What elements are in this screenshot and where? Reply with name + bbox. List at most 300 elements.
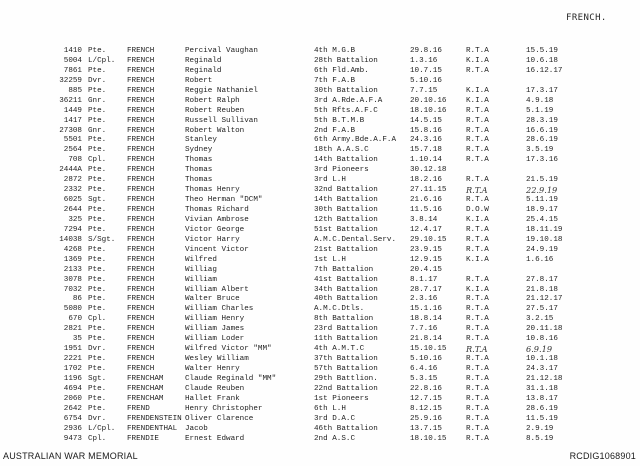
surname: FRENCH — [127, 335, 155, 344]
surname: FRENCH — [127, 176, 155, 185]
enlistment-date: 8.12.15 — [410, 404, 442, 413]
unit: 28th Battalion — [314, 56, 378, 65]
given-names: Percival Vaughan — [185, 47, 258, 55]
surname: FRENCH — [127, 76, 155, 85]
given-names: Williag — [185, 265, 217, 274]
service-number: 9473 — [63, 434, 82, 443]
roll-entry — [42, 276, 632, 286]
fate: R.T.A — [466, 176, 489, 185]
enlistment-date: 1.10.14 — [410, 156, 442, 165]
given-names: Victor Harry — [185, 235, 240, 244]
rank: Dvr. — [88, 345, 107, 354]
given-names: Walter Bruce — [185, 295, 240, 304]
given-names: Victor George — [185, 225, 245, 234]
enlistment-date: 28.7.17 — [410, 285, 442, 294]
surname: FRENCH — [127, 235, 155, 244]
archive-credit: AUSTRALIAN WAR MEMORIAL — [3, 451, 138, 461]
fate-date: 28.6.19 — [526, 404, 558, 413]
enlistment-date: 7.7.15 — [410, 86, 438, 95]
given-names: William Loder — [185, 335, 245, 344]
fate-date: 13.8.17 — [526, 394, 558, 403]
fate-date: 19.10.18 — [526, 235, 563, 244]
given-names: Robert Ralph — [185, 96, 240, 105]
roll-entry — [42, 186, 632, 196]
fate: K.I.A — [466, 255, 489, 264]
surname: FRENCH — [127, 255, 155, 264]
fate-date: 27.5.17 — [526, 305, 558, 314]
fate-date: 18.9.17 — [526, 206, 558, 214]
given-names: William Albert — [185, 285, 249, 294]
unit: 23rd Battalion — [314, 325, 378, 334]
unit: 1st Pioneers — [314, 394, 369, 403]
given-names: Oliver Clarence — [185, 414, 254, 423]
fate-date: 6.9.19 — [526, 344, 553, 355]
surname: FRENCH — [127, 56, 155, 65]
rank: Gnr. — [88, 96, 107, 105]
nominal-roll-list — [42, 47, 632, 445]
roll-entry — [42, 166, 632, 176]
roll-entry — [42, 236, 632, 246]
given-names: Wilfred Victor "MM" — [185, 345, 272, 354]
surname: FRENCH — [127, 365, 155, 373]
roll-entry — [42, 286, 632, 296]
surname: FRENCH — [127, 275, 155, 284]
fate-date: 21.12.17 — [526, 295, 563, 304]
unit: 12th Battalion — [314, 215, 378, 224]
fate: R.T.A — [466, 275, 489, 284]
service-number: 2060 — [63, 394, 82, 403]
enlistment-date: 7.7.16 — [410, 325, 438, 334]
given-names: Reginald — [185, 56, 222, 65]
unit: 41st Battalion — [314, 275, 378, 284]
roll-entry — [42, 146, 632, 156]
surname: FRENCH — [127, 225, 155, 234]
surname: FRENCHAM — [127, 374, 164, 383]
enlistment-date: 5.3.15 — [410, 374, 438, 383]
given-names: Thomas — [185, 156, 213, 165]
fate: R.T.A — [466, 66, 489, 75]
enlistment-date: 18.8.14 — [410, 315, 442, 324]
surname: FRENCH — [127, 265, 155, 274]
roll-entry — [42, 365, 632, 375]
surname: FRENCH — [127, 126, 155, 135]
unit: 8th Battalion — [314, 315, 374, 324]
roll-entry — [42, 206, 632, 216]
surname: FRENDIE — [127, 434, 159, 443]
service-number: 325 — [68, 215, 82, 224]
given-names: Walter Henry — [185, 365, 240, 373]
rank: Pte. — [88, 176, 107, 185]
unit: 11th Battalion — [314, 335, 378, 344]
fate-date: 31.1.18 — [526, 384, 558, 393]
surname: FRENCH — [127, 47, 155, 55]
fate-date: 17.3.17 — [526, 86, 558, 95]
fate-date: 8.5.19 — [526, 434, 554, 443]
service-number: 1410 — [63, 47, 82, 55]
given-names: Robert Walton — [185, 126, 245, 135]
surname: FRENCH — [127, 285, 155, 294]
service-number: 27308 — [59, 126, 82, 135]
unit: 29th Battlion. — [314, 374, 378, 383]
fate: K.I.A — [466, 96, 489, 105]
rank: Cpl. — [88, 156, 107, 165]
given-names: Sydney — [185, 146, 213, 155]
rank: S/Sgt. — [88, 235, 116, 244]
given-names: Claude Reginald "MM" — [185, 374, 277, 383]
rank: Dvr. — [88, 414, 107, 423]
roll-entry — [42, 425, 632, 435]
service-number: 1449 — [63, 106, 82, 115]
fate: R.T.A — [466, 424, 489, 433]
roll-entry — [42, 435, 632, 445]
fate: K.I.A — [466, 215, 489, 224]
fate-date: 10.1.18 — [526, 355, 558, 364]
enlistment-date: 10.7.15 — [410, 66, 442, 75]
given-names: Theo Herman "DCM" — [185, 196, 263, 205]
rank: Pte. — [88, 225, 107, 234]
rank: Pte. — [88, 86, 107, 95]
fate-date: 3.2.15 — [526, 315, 554, 324]
fate: K.I.A — [466, 285, 489, 294]
unit: A.M.C.Dtls. — [314, 305, 365, 314]
service-number: 35 — [72, 335, 82, 344]
enlistment-date: 21.8.14 — [410, 335, 442, 344]
enlistment-date: 15.1.16 — [410, 305, 442, 314]
given-names: Jacob — [185, 424, 208, 433]
roll-entry — [42, 57, 632, 67]
enlistment-date: 25.9.16 — [410, 414, 442, 423]
unit: 7th Battalion — [314, 265, 374, 274]
service-number: 670 — [68, 315, 82, 324]
rank: Pte. — [88, 166, 107, 175]
surname: FRENCH — [127, 86, 155, 95]
fate: R.T.A — [466, 434, 489, 443]
given-names: Thomas Henry — [185, 186, 240, 195]
unit: 3rd A.Rde.A.F.A — [314, 96, 383, 105]
roll-entry — [42, 156, 632, 166]
rank: Pte. — [88, 295, 107, 304]
fate: K.I.A — [466, 56, 489, 65]
fate-date: 22.9.19 — [526, 185, 558, 196]
roll-entry — [42, 196, 632, 206]
given-names: Reginald — [185, 66, 222, 75]
roll-entry — [42, 405, 632, 415]
given-names: Reggie Nathaniel — [185, 86, 258, 95]
fate: R.T.A — [466, 344, 488, 355]
enlistment-date: 3.8.14 — [410, 215, 438, 224]
fate: R.T.A — [466, 146, 489, 155]
service-number: 2642 — [63, 404, 82, 413]
enlistment-date: 8.1.17 — [410, 275, 438, 284]
enlistment-date: 18.2.16 — [410, 176, 442, 185]
surname: FRENCH — [127, 96, 155, 105]
enlistment-date: 14.5.15 — [410, 116, 442, 125]
service-number: 14038 — [59, 235, 82, 244]
roll-entry — [42, 305, 632, 315]
unit: 57th Battalion — [314, 365, 378, 373]
given-names: Wesley William — [185, 355, 249, 364]
service-number: 7294 — [63, 225, 82, 234]
rank: Pte. — [88, 394, 107, 403]
rank: Pte. — [88, 305, 107, 314]
fate: R.T.A — [466, 374, 489, 383]
given-names: William — [185, 275, 217, 284]
unit: 5th B.T.M.B — [314, 116, 365, 125]
service-number: 7032 — [63, 285, 82, 294]
rank: Gnr. — [88, 126, 107, 135]
service-number: 2644 — [63, 206, 82, 214]
roll-entry — [42, 47, 632, 57]
service-number: 5501 — [63, 136, 82, 145]
roll-entry — [42, 97, 632, 107]
surname: FRENCH — [127, 166, 155, 175]
fate: R.T.A — [466, 355, 489, 364]
roll-entry — [42, 77, 632, 87]
roll-entry — [42, 256, 632, 266]
fate: R.T.A — [466, 365, 489, 373]
unit: 14th Battalion — [314, 156, 378, 165]
unit: 6th Fld.Amb. — [314, 66, 369, 75]
enlistment-date: 29.8.16 — [410, 47, 442, 55]
roll-entry — [42, 385, 632, 395]
given-names: Claude Reuben — [185, 384, 245, 393]
surname: FRENCH — [127, 186, 155, 195]
enlistment-date: 18.10.16 — [410, 106, 447, 115]
unit: 5th Rfts.A.F.C — [314, 106, 378, 115]
rank: Pte. — [88, 116, 107, 125]
surname: FRENDENSTEIN — [127, 414, 182, 423]
rank: Pte. — [88, 206, 107, 214]
roll-entry — [42, 266, 632, 276]
given-names: Ernest Edward — [185, 434, 245, 443]
roll-entry — [42, 87, 632, 97]
service-number: 1951 — [63, 345, 82, 354]
service-number: 2221 — [63, 355, 82, 364]
fate-date: 17.3.16 — [526, 156, 558, 165]
fate-date: 20.11.18 — [526, 325, 563, 334]
rank: Pte. — [88, 285, 107, 294]
service-number: 2444A — [59, 166, 82, 175]
fate: R.T.A — [466, 295, 489, 304]
fate-date: 10.6.18 — [526, 56, 558, 65]
rank: Pte. — [88, 245, 107, 254]
roll-entry — [42, 415, 632, 425]
unit: 51st Battalion — [314, 225, 378, 234]
fate: R.T.A — [466, 245, 489, 254]
enlistment-date: 18.10.15 — [410, 434, 447, 443]
rank: Pte. — [88, 384, 107, 393]
service-number: 2936 — [63, 424, 82, 433]
rank: Sgt. — [88, 374, 107, 383]
rank: Cpl. — [88, 434, 107, 443]
rank: Pte. — [88, 325, 107, 334]
given-names: Thomas — [185, 166, 213, 175]
roll-entry — [42, 226, 632, 236]
given-names: Vincent Victor — [185, 245, 249, 254]
rank: Pte. — [88, 265, 107, 274]
rank: Pte. — [88, 275, 107, 284]
unit: 18th A.A.S.C — [314, 146, 369, 155]
surname: FRENCH — [127, 245, 155, 254]
given-names: Robert — [185, 76, 213, 85]
given-names: Russell Sullivan — [185, 116, 258, 125]
surname-heading: FRENCH. — [566, 13, 607, 23]
unit: 2nd F.A.B — [314, 126, 356, 135]
fate: R.T.A — [466, 404, 489, 413]
surname: FREND — [127, 404, 150, 413]
service-number: 1702 — [63, 365, 82, 373]
surname: FRENCH — [127, 116, 155, 125]
unit: 3rd L.H — [314, 176, 346, 185]
service-number: 4694 — [63, 384, 82, 393]
surname: FRENCH — [127, 136, 155, 145]
fate-date: 11.5.19 — [526, 414, 558, 423]
unit: 40th Battalion — [314, 295, 378, 304]
service-number: 885 — [68, 86, 82, 95]
rank: Pte. — [88, 355, 107, 364]
service-number: 6025 — [63, 196, 82, 205]
fate-date: 10.8.16 — [526, 335, 558, 344]
fate-date: 3.5.19 — [526, 146, 554, 155]
surname: FRENCH — [127, 345, 155, 354]
given-names: Thomas — [185, 176, 213, 185]
enlistment-date: 12.4.17 — [410, 225, 442, 234]
service-number: 2872 — [63, 176, 82, 185]
enlistment-date: 1.3.16 — [410, 56, 438, 65]
surname: FRENCH — [127, 325, 155, 334]
enlistment-date: 22.8.16 — [410, 384, 442, 393]
fate-date: 27.8.17 — [526, 275, 558, 284]
enlistment-date: 21.6.16 — [410, 196, 442, 205]
enlistment-date: 6.4.16 — [410, 365, 438, 373]
unit: 1st L.H — [314, 255, 346, 264]
unit: 30th Battalion — [314, 86, 378, 95]
roll-entry — [42, 315, 632, 325]
surname: FRENCH — [127, 206, 155, 214]
enlistment-date: 23.9.15 — [410, 245, 442, 254]
service-number: 5080 — [63, 305, 82, 314]
unit: 4th A.M.T.C — [314, 345, 365, 354]
surname: FRENCH — [127, 305, 155, 314]
service-number: 6754 — [63, 414, 82, 423]
rank: Pte. — [88, 215, 107, 224]
fate-date: 16.12.17 — [526, 66, 563, 75]
fate: R.T.A — [466, 335, 489, 344]
fate: R.T.A — [466, 384, 489, 393]
roll-entry — [42, 216, 632, 226]
fate-date: 28.6.19 — [526, 136, 558, 145]
unit: 30th Battalion — [314, 206, 378, 214]
rank: Pte. — [88, 335, 107, 344]
rank: Cpl. — [88, 315, 107, 324]
unit: 32nd Battalion — [314, 186, 378, 195]
given-names: Hallet Frank — [185, 394, 240, 403]
service-number: 2821 — [63, 325, 82, 334]
enlistment-date: 27.11.15 — [410, 186, 447, 195]
enlistment-date: 20.10.16 — [410, 96, 447, 105]
surname: FRENCHAM — [127, 394, 164, 403]
surname: FRENCH — [127, 355, 155, 364]
given-names: William James — [185, 325, 245, 334]
service-number: 7861 — [63, 66, 82, 75]
roll-entry — [42, 67, 632, 77]
rank: Pte. — [88, 146, 107, 155]
unit: 3rd Pioneers — [314, 166, 369, 175]
fate: R.T.A — [466, 136, 489, 145]
given-names: Wilfred — [185, 255, 217, 264]
fate-date: 4.9.18 — [526, 96, 554, 105]
enlistment-date: 20.4.15 — [410, 265, 442, 274]
surname: FRENDENTHAL — [127, 424, 178, 433]
fate-date: 18.11.19 — [526, 225, 563, 234]
rank: Pte. — [88, 186, 107, 195]
fate: R.T.A — [466, 116, 489, 125]
roll-entry — [42, 295, 632, 305]
surname: FRENCH — [127, 315, 155, 324]
given-names: William Charles — [185, 305, 254, 314]
unit: 34th Battalion — [314, 285, 378, 294]
fate-date: 5.11.19 — [526, 196, 558, 205]
given-names: William Henry — [185, 315, 245, 324]
service-number: 5004 — [63, 56, 82, 65]
surname: FRENCH — [127, 106, 155, 115]
enlistment-date: 24.3.16 — [410, 136, 442, 145]
roll-entry — [42, 345, 632, 355]
enlistment-date: 15.7.18 — [410, 146, 442, 155]
enlistment-date: 13.7.15 — [410, 424, 442, 433]
surname: FRENCH — [127, 295, 155, 304]
fate: R.T.A — [466, 156, 489, 165]
enlistment-date: 11.5.16 — [410, 206, 442, 214]
enlistment-date: 29.10.15 — [410, 235, 447, 244]
unit: 37th Battalion — [314, 355, 378, 364]
given-names: Henry Christopher — [185, 404, 263, 413]
rank: Pte. — [88, 136, 107, 145]
fate: R.T.A — [466, 196, 489, 205]
enlistment-date: 2.3.16 — [410, 295, 438, 304]
rank: Pte. — [88, 365, 107, 373]
enlistment-date: 5.10.16 — [410, 76, 442, 85]
enlistment-date: 15.10.15 — [410, 345, 447, 354]
service-number: 36211 — [59, 96, 82, 105]
fate: R.T.A — [466, 225, 489, 234]
service-number: 2332 — [63, 186, 82, 195]
service-number: 1417 — [63, 116, 82, 125]
fate: R.T.A — [466, 185, 488, 196]
unit: 21st Battalion — [314, 245, 378, 254]
enlistment-date: 15.8.16 — [410, 126, 442, 135]
surname: FRENCH — [127, 66, 155, 75]
rank: Pte. — [88, 106, 107, 115]
service-number: 3078 — [63, 275, 82, 284]
fate-date: 2.9.19 — [526, 424, 554, 433]
roll-entry — [42, 375, 632, 385]
fate-date: 24.9.19 — [526, 245, 558, 254]
fate: R.T.A — [466, 394, 489, 403]
given-names: Robert Reuben — [185, 106, 245, 115]
fate-date: 24.3.17 — [526, 365, 558, 373]
unit: 3rd D.A.C — [314, 414, 356, 423]
service-number: 2133 — [63, 265, 82, 274]
fate: R.T.A — [466, 106, 489, 115]
unit: 6th Army.Bde.A.F.A — [314, 136, 397, 145]
given-names: Vivian Ambrose — [185, 215, 249, 224]
roll-entry — [42, 395, 632, 405]
roll-entry — [42, 127, 632, 137]
unit: A.M.C.Dental.Serv. — [314, 235, 397, 244]
enlistment-date: 5.10.16 — [410, 355, 442, 364]
roll-entry — [42, 117, 632, 127]
